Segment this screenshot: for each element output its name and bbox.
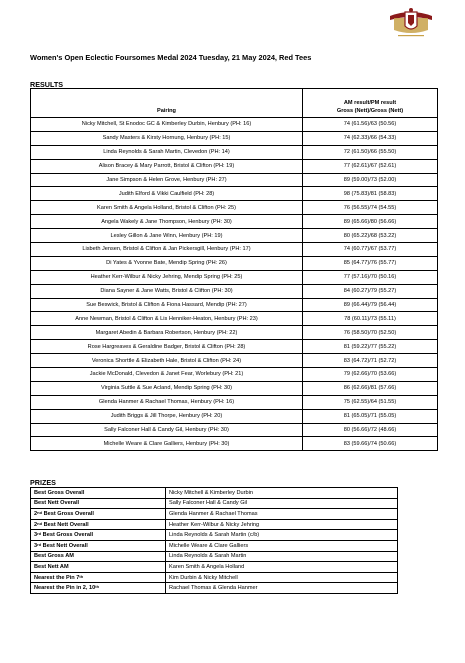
prize-label-text: Best Gross Overall bbox=[34, 489, 85, 496]
table-row bbox=[31, 229, 438, 243]
result-cell: 80 (56.66)/72 (48.66) bbox=[303, 423, 438, 437]
pairing-cell: Linda Reynolds & Sarah Martin, Clevedon (PH: 14) bbox=[31, 145, 303, 159]
prize-label-ordinal: nd bbox=[37, 520, 43, 526]
prize-label bbox=[31, 540, 166, 551]
pairing-cell: Nicky Mitchell, St Enodoc GC & Kimberley Durbin, Henbury (PH: 16) bbox=[31, 118, 303, 132]
prize-row bbox=[31, 540, 398, 551]
pairing-cell: Margaret Abedin & Barbara Robertson, Henbury (PH: 22) bbox=[31, 326, 303, 340]
table-row bbox=[31, 381, 438, 395]
result-cell: 74 (61.56)/63 (50.56) bbox=[303, 118, 438, 132]
pairing-cell: Virginia Suttle & Sue Acland, Mendip Spring (PH: 30) bbox=[31, 381, 303, 395]
prize-label-text: Best Nett Overall bbox=[41, 542, 88, 549]
pairing-cell: Glenda Hanmer & Rachael Thomas, Henbury (PH: 16) bbox=[31, 395, 303, 409]
prize-winner: Kim Durbin & Nicky Mitchell bbox=[166, 572, 398, 583]
table-row bbox=[31, 187, 438, 201]
pairing-cell: Judith Elford & Vikki Caulfield (PH: 28) bbox=[31, 187, 303, 201]
prize-label bbox=[31, 572, 166, 583]
pairing-cell: Karen Smith & Angela Holland, Bristol & Clifton (PH: 25) bbox=[31, 201, 303, 215]
results-heading: RESULTS bbox=[30, 80, 64, 89]
table-row bbox=[31, 159, 438, 173]
prize-row bbox=[31, 519, 398, 530]
result-cell: 72 (61.50)/66 (55.50) bbox=[303, 145, 438, 159]
prize-winner: Sally Falconer Hall & Candy Gil bbox=[166, 498, 398, 509]
pairing-cell: Jackie McDonald, Clevedon & Janet Fear, Worlebury (PH: 21) bbox=[31, 368, 303, 382]
result-cell: 76 (58.50)/70 (52.50) bbox=[303, 326, 438, 340]
prize-row bbox=[31, 572, 398, 583]
prize-label-prefix: Nearest the Pin in 2, 10 bbox=[34, 585, 96, 592]
result-cell: 77 (57.16)/70 (50.16) bbox=[303, 270, 438, 284]
prize-winner: Linda Reynolds & Sarah Martin bbox=[166, 551, 398, 562]
pairing-cell: Heather Kerr-Wilbur & Nicky Jehring, Mendip Spring (PH: 25) bbox=[31, 270, 303, 284]
result-cell: 98 (75.83)/81 (58.83) bbox=[303, 187, 438, 201]
prize-label-ordinal: rd bbox=[37, 531, 42, 537]
prize-winner: Karen Smith & Angela Holland bbox=[166, 562, 398, 573]
table-row bbox=[31, 270, 438, 284]
table-row bbox=[31, 326, 438, 340]
pairing-cell: Sue Beswick, Bristol & Clifton & Fiona Hassard, Mendip (PH: 27) bbox=[31, 298, 303, 312]
club-crest-logo bbox=[384, 6, 438, 40]
result-cell: 74 (62.33)/66 (54.33) bbox=[303, 131, 438, 145]
table-row bbox=[31, 423, 438, 437]
result-cell: 83 (59.66)/74 (50.66) bbox=[303, 437, 438, 451]
prize-label bbox=[31, 530, 166, 541]
result-cell: 80 (65.22)/68 (53.22) bbox=[303, 229, 438, 243]
prize-label-prefix: 3 bbox=[34, 542, 38, 549]
prize-winner: Heather Kerr-Wilbur & Nicky Jehring bbox=[166, 519, 398, 530]
table-row bbox=[31, 118, 438, 132]
prize-label bbox=[31, 488, 166, 499]
result-cell: 89 (59.00)/73 (52.00) bbox=[303, 173, 438, 187]
result-cell: 81 (59.22)/77 (55.22) bbox=[303, 340, 438, 354]
prize-row bbox=[31, 551, 398, 562]
table-row bbox=[31, 312, 438, 326]
prize-row bbox=[31, 509, 398, 520]
prize-winner: Linda Reynolds & Sarah Martin (c/b) bbox=[166, 530, 398, 541]
table-row bbox=[31, 256, 438, 270]
results-table bbox=[30, 88, 438, 451]
pairing-cell: Judith Briggs & Jill Thorpe, Henbury (PH: 20) bbox=[31, 409, 303, 423]
prize-label bbox=[31, 498, 166, 509]
result-cell: 77 (62.61)/67 (52.61) bbox=[303, 159, 438, 173]
result-cell: 86 (62.66)/81 (57.66) bbox=[303, 381, 438, 395]
prize-label-prefix: 2 bbox=[34, 510, 38, 517]
pairing-cell: Veronica Shorttle & Elizabeth Hale, Bristol & Clifton (PH: 24) bbox=[31, 354, 303, 368]
prize-label-ordinal: rd bbox=[37, 541, 42, 547]
result-header-line2: Gross (Nett)/Gross (Nett) bbox=[336, 107, 404, 114]
prize-winner: Nicky Mitchell & Kimberley Durbin bbox=[166, 488, 398, 499]
table-row bbox=[31, 368, 438, 382]
prize-label bbox=[31, 551, 166, 562]
prize-winner: Glenda Hanmer & Rachael Thomas bbox=[166, 509, 398, 520]
prizes-table bbox=[30, 487, 398, 594]
table-row bbox=[31, 173, 438, 187]
result-cell: 81 (65.05)/71 (55.05) bbox=[303, 409, 438, 423]
prize-row bbox=[31, 562, 398, 573]
prize-label bbox=[31, 519, 166, 530]
table-row bbox=[31, 243, 438, 257]
result-cell: 75 (62.55)/64 (51.55) bbox=[303, 395, 438, 409]
prize-label-ordinal: nd bbox=[37, 509, 43, 515]
prize-row bbox=[31, 498, 398, 509]
prize-label bbox=[31, 509, 166, 520]
result-cell: 89 (66.44)/79 (56.44) bbox=[303, 298, 438, 312]
pairing-cell: Jane Simpson & Helen Grove, Henbury (PH: 27) bbox=[31, 173, 303, 187]
pairing-cell: Lesley Gillon & Jane Winn, Henbury (PH: 19) bbox=[31, 229, 303, 243]
pairing-cell: Rose Hargreaves & Geraldine Badger, Bristol & Clifton (PH: 28) bbox=[31, 340, 303, 354]
table-row bbox=[31, 409, 438, 423]
table-row bbox=[31, 354, 438, 368]
table-row bbox=[31, 131, 438, 145]
pairing-cell: Michelle Weare & Clare Galliers, Henbury (PH: 30) bbox=[31, 437, 303, 451]
prize-label-ordinal: th bbox=[95, 584, 100, 590]
table-row bbox=[31, 395, 438, 409]
result-cell: 89 (65.66)/80 (56.66) bbox=[303, 215, 438, 229]
prize-label-text: Best Gross Overall bbox=[41, 532, 94, 539]
pairing-cell: Lisbeth Jensen, Bristol & Clifton & Jan Pickersgill, Henbury (PH: 17) bbox=[31, 243, 303, 257]
prize-label-prefix: Nearest the Pin 7 bbox=[34, 574, 80, 581]
table-row bbox=[31, 340, 438, 354]
prize-label bbox=[31, 583, 166, 594]
prize-row bbox=[31, 583, 398, 594]
prize-label-text: Best Nett Overall bbox=[34, 500, 80, 507]
prize-label-text: Best Gross AM bbox=[34, 553, 74, 560]
pairing-cell: Di Yates & Yvonne Bate, Mendip Spring (PH: 26) bbox=[31, 256, 303, 270]
result-column-header bbox=[303, 89, 438, 118]
table-row bbox=[31, 201, 438, 215]
result-header-line1: AM result/PM result bbox=[343, 100, 397, 106]
prizes-heading: PRIZES bbox=[30, 478, 56, 487]
prize-label-text: Best Nett Overall bbox=[42, 521, 89, 528]
result-cell: 74 (60.77)/67 (53.77) bbox=[303, 243, 438, 257]
pairing-cell: Alison Bracey & Mary Parrott, Bristol & Clifton (PH: 19) bbox=[31, 159, 303, 173]
result-cell: 83 (64.72)/71 (52.72) bbox=[303, 354, 438, 368]
result-cell: 79 (62.66)/70 (53.66) bbox=[303, 368, 438, 382]
prize-label bbox=[31, 562, 166, 573]
prize-label-ordinal: th bbox=[79, 573, 84, 579]
prize-row bbox=[31, 530, 398, 541]
result-cell: 76 (56.55)/74 (54.55) bbox=[303, 201, 438, 215]
pairing-cell: Anne Newman, Bristol & Clifton & Lis Henniker-Heaton, Henbury (PH: 23) bbox=[31, 312, 303, 326]
pairing-column-header: Pairing bbox=[31, 89, 303, 118]
prize-label-text: Best Gross Overall bbox=[42, 510, 94, 517]
pairing-cell: Angela Wakely & Jane Thompson, Henbury (PH: 30) bbox=[31, 215, 303, 229]
table-row bbox=[31, 298, 438, 312]
result-cell: 84 (60.27)/79 (55.27) bbox=[303, 284, 438, 298]
table-row bbox=[31, 145, 438, 159]
table-row bbox=[31, 284, 438, 298]
prize-label-prefix: 3 bbox=[34, 532, 38, 539]
result-cell: 85 (64.77)/76 (55.77) bbox=[303, 256, 438, 270]
prize-winner: Michelle Weare & Clare Galliers bbox=[166, 540, 398, 551]
pairing-cell: Diana Sayner & Jane Watts, Bristol & Clifton (PH: 30) bbox=[31, 284, 303, 298]
prize-row bbox=[31, 488, 398, 499]
prize-label-text: Best Nett AM bbox=[34, 563, 69, 570]
table-row bbox=[31, 215, 438, 229]
page-title: Women's Open Eclectic Foursomes Medal 2024 Tuesday, 21 May 2024, Red Tees bbox=[30, 53, 312, 62]
pairing-cell: Sally Falconer Hall & Candy Gil, Henbury (PH: 30) bbox=[31, 423, 303, 437]
table-row bbox=[31, 437, 438, 451]
prize-label-prefix: 2 bbox=[34, 521, 38, 528]
prize-winner: Rachael Thomas & Glenda Hanmer bbox=[166, 583, 398, 594]
pairing-cell: Sandy Masters & Kirsty Hornung, Henbury (PH: 15) bbox=[31, 131, 303, 145]
result-cell: 78 (60.11)/73 (55.11) bbox=[303, 312, 438, 326]
